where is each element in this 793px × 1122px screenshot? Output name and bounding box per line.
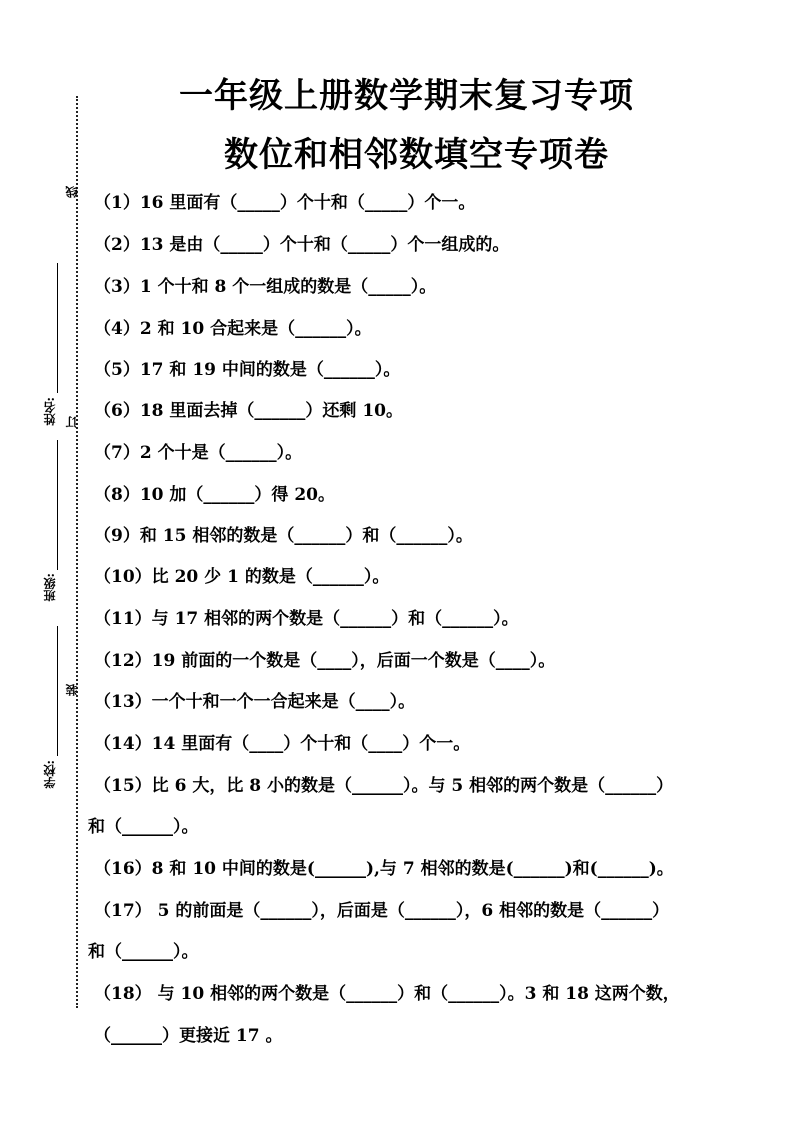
- question-18: （18） 与 10 相邻的两个数是（______）和（______）。3 和 18 这两个数，: [94, 984, 680, 1004]
- name-label: 姓名:: [43, 397, 57, 426]
- question-3: （3）1 个十和 8 个一组成的数是（_____）。: [94, 277, 437, 297]
- question-17-cont: 和（______）。: [88, 942, 199, 962]
- question-1: （1）16 里面有（_____）个十和（_____）个一。: [94, 193, 476, 213]
- name-underline: [57, 263, 58, 393]
- question-7: （7）2 个十是（______）。: [94, 443, 303, 463]
- question-12: （12）19 前面的一个数是（____），后面一个数是（____）。: [94, 651, 556, 671]
- question-6: （6）18 里面去掉（______）还剩 10。: [94, 401, 403, 421]
- question-16: （16）8 和 10 中间的数是(______),与 7 相邻的数是(______)和(______)。: [94, 859, 674, 879]
- margin-label-zhuang: 装: [65, 684, 79, 696]
- binding-dotted-line: [76, 96, 78, 1008]
- question-13: （13）一个十和一个一合起来是（____）。: [94, 692, 416, 712]
- school-label: 学校:: [43, 760, 57, 789]
- page-subtitle: 数位和相邻数填空专项卷: [224, 135, 609, 175]
- question-15: （15）比 6 大，比 8 小的数是（______）。与 5 相邻的两个数是（______）: [94, 776, 674, 796]
- question-10: （10）比 20 少 1 的数是（______）。: [94, 567, 390, 587]
- question-9: （9）和 15 相邻的数是（______）和（______）。: [94, 526, 473, 546]
- question-8: （8）10 加（______）得 20。: [94, 485, 335, 505]
- school-underline: [57, 626, 58, 756]
- question-14: （14）14 里面有（____）个十和（____）个一。: [94, 734, 471, 754]
- margin-label-ding: 订: [65, 416, 79, 428]
- margin-label-line: 线: [65, 186, 79, 198]
- question-17: （17） 5 的前面是（______），后面是（______），6 相邻的数是（______）: [94, 901, 670, 921]
- page-title: 一年级上册数学期末复习专项: [179, 76, 634, 116]
- question-5: （5）17 和 19 中间的数是（______）。: [94, 360, 401, 380]
- question-4: （4）2 和 10 合起来是（______）。: [94, 319, 372, 339]
- question-11: （11）与 17 相邻的两个数是（______）和（______）。: [94, 609, 519, 629]
- question-15-cont: 和（______）。: [88, 817, 199, 837]
- question-18-cont: （______）更接近 17 。: [94, 1026, 283, 1046]
- class-underline: [57, 440, 58, 570]
- question-2: （2）13 是由（_____）个十和（_____）个一组成的。: [94, 235, 510, 255]
- class-label: 班级:: [43, 573, 57, 602]
